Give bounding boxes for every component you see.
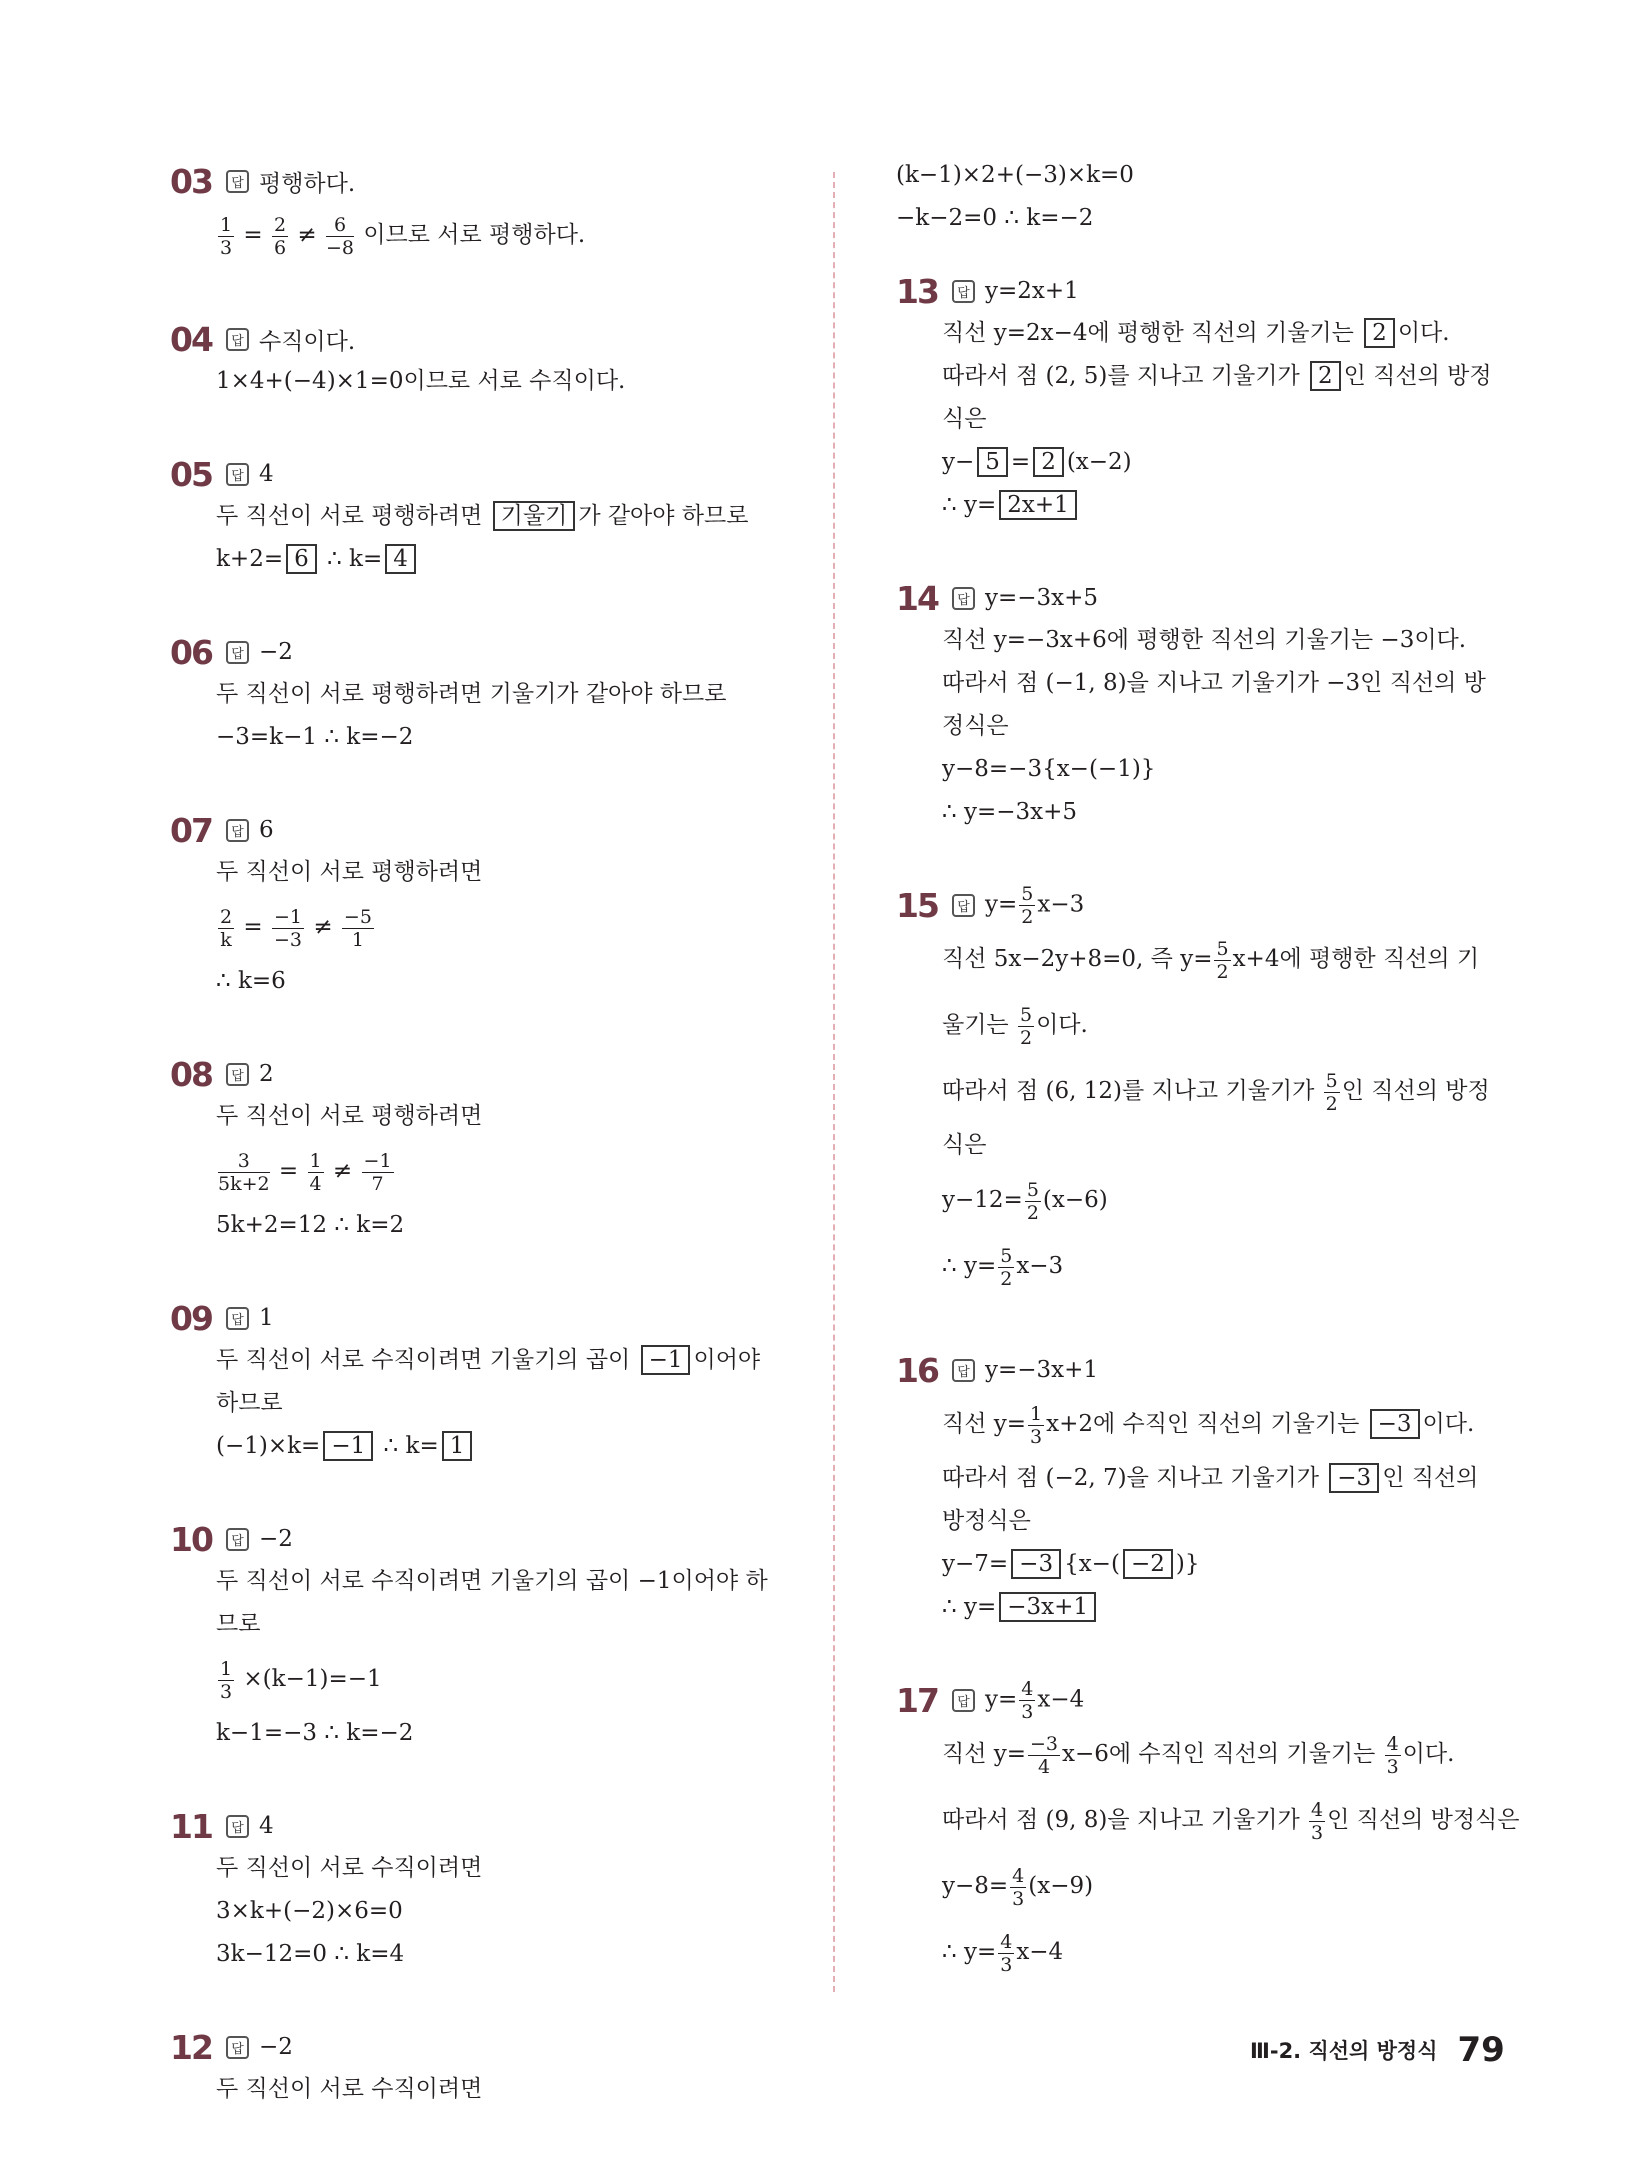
solution-line: 두 직선이 서로 수직이려면 기울기의 곱이 −1 이어야 bbox=[216, 1347, 761, 1373]
solution-line: ∴ k=6 bbox=[216, 968, 286, 994]
solution-line: 직선 y= $\frac{-3}{4}$ x−6에 수직인 직선의 기울기는 $\frac{4}{3}$ 이다. bbox=[942, 1732, 1455, 1778]
answer-text: y=2x+1 bbox=[985, 278, 1079, 304]
problem-number: 03 bbox=[170, 161, 212, 201]
problem-14 bbox=[896, 577, 1496, 834]
solution-line: −3=k−1 ∴ k=−2 bbox=[216, 724, 414, 750]
page-number: 79 bbox=[1457, 2030, 1505, 2070]
fraction: $\frac{5}{2}$ bbox=[1021, 882, 1034, 928]
answer-text: 4 bbox=[259, 461, 274, 487]
solution-line: 직선 y=−3x+6에 평행한 직선의 기울기는 −3이다. bbox=[942, 627, 1467, 653]
answer-box: −3 bbox=[1370, 1409, 1420, 1439]
answer-text: 6 bbox=[259, 817, 274, 843]
answer-text: 평행하다. bbox=[259, 170, 356, 197]
solution-line: 직선 y= $\frac{1}{3}$ x+2에 수직인 직선의 기울기는 −3 이다. bbox=[942, 1402, 1475, 1448]
answer-text: 1 bbox=[259, 1305, 274, 1331]
problem-number: 16 bbox=[896, 1350, 938, 1390]
solution-line: $\frac{1}{3}$ ×(k−1)=−1 bbox=[220, 1657, 382, 1703]
right-column bbox=[896, 160, 1520, 2035]
solution-line: (k−1)×2+(−3)×k=0 bbox=[896, 162, 1134, 188]
answer-box: 2 bbox=[1033, 447, 1064, 477]
solution-line: 하므로 bbox=[216, 1390, 283, 1416]
solution-line: 두 직선이 서로 평행하려면 기울기가 같아야 하므로 bbox=[216, 681, 727, 707]
answer-box: −2 bbox=[1123, 1549, 1173, 1579]
problem-05 bbox=[170, 453, 820, 581]
solution-line: 따라서 점 (−2, 7)을 지나고 기울기가 −3 인 직선의 bbox=[942, 1465, 1479, 1491]
answer-text: 4 bbox=[259, 1813, 274, 1839]
solution-line: 3k−12=0 ∴ k=4 bbox=[216, 1941, 405, 1967]
solution-line: 따라서 점 (−1, 8)을 지나고 기울기가 −3인 직선의 방 bbox=[942, 670, 1486, 696]
solution-line: k+2= 6 ∴ k= 4 bbox=[170, 538, 820, 581]
solution-line: (−1)×k= −1 ∴ k= 1 bbox=[170, 1425, 820, 1468]
answer-mark-icon: 답 bbox=[226, 819, 249, 842]
answer-mark-icon: 답 bbox=[952, 587, 975, 610]
answer-text: −2 bbox=[259, 639, 293, 665]
answer-mark-icon: 답 bbox=[226, 1063, 249, 1086]
answer-box: 2 bbox=[1310, 361, 1341, 391]
answer-box: −3x+1 bbox=[999, 1592, 1096, 1622]
fraction: $\frac{2}{6}$ bbox=[274, 213, 287, 259]
solution-line: 직선 y=2x−4에 평행한 직선의 기울기는 2 이다. bbox=[942, 320, 1450, 346]
chapter-label: Ⅲ-2. 직선의 방정식 bbox=[1250, 2039, 1438, 2063]
solution-line: y−12= $\frac{5}{2}$ (x−6) bbox=[942, 1178, 1108, 1224]
solution-line: 식은 bbox=[942, 406, 987, 432]
solution-line: 두 직선이 서로 수직이려면 bbox=[216, 2076, 483, 2102]
fraction: $\frac{1}{3}$ bbox=[1030, 1402, 1043, 1448]
continued-solution bbox=[896, 154, 1496, 240]
problem-13 bbox=[896, 270, 1496, 527]
fraction: $\frac{1}{4}$ bbox=[309, 1149, 322, 1195]
fraction: $\frac{3}{5k+2}$ bbox=[218, 1149, 270, 1195]
solution-line: 두 직선이 서로 평행하려면 bbox=[216, 859, 483, 885]
answer-text: y=−3x+1 bbox=[985, 1357, 1099, 1383]
problem-number: 11 bbox=[170, 1806, 212, 1846]
fraction: $\frac{4}{3}$ bbox=[1386, 1732, 1399, 1778]
answer-box: −3 bbox=[1011, 1549, 1061, 1579]
problem-15 bbox=[896, 884, 1496, 1299]
problem-header bbox=[170, 318, 820, 360]
answer-text: −2 bbox=[259, 1526, 293, 1552]
answer-text: y= $\frac{5}{2}$ x−3 bbox=[985, 882, 1085, 928]
problem-12 bbox=[170, 2026, 820, 2111]
answer-text: y= $\frac{4}{3}$ x−4 bbox=[985, 1677, 1085, 1723]
answer-box: −3 bbox=[1329, 1463, 1379, 1493]
fraction: $\frac{4}{3}$ bbox=[1012, 1864, 1025, 1910]
problem-10 bbox=[170, 1518, 820, 1755]
solution-line: −k−2=0 ∴ k=−2 bbox=[896, 205, 1094, 231]
problem-header bbox=[170, 160, 820, 202]
problem-number: 10 bbox=[170, 1519, 212, 1559]
problem-04 bbox=[170, 318, 820, 403]
answer-text: −2 bbox=[259, 2034, 293, 2060]
solution-line: 정식은 bbox=[942, 713, 1009, 739]
answer-box: −1 bbox=[641, 1345, 691, 1375]
problem-17 bbox=[896, 1677, 1520, 1985]
fraction: $\frac{4}{3}$ bbox=[1311, 1798, 1324, 1844]
answer-mark-icon: 답 bbox=[226, 328, 249, 351]
problem-number: 14 bbox=[896, 578, 938, 618]
fraction: $\frac{-1}{7}$ bbox=[363, 1149, 392, 1195]
fraction: $\frac{5}{2}$ bbox=[1026, 1178, 1039, 1224]
problem-number: 04 bbox=[170, 319, 212, 359]
solution-line: 두 직선이 서로 수직이려면 bbox=[216, 1855, 483, 1881]
left-column bbox=[170, 160, 820, 2161]
fraction: $\frac{5}{2}$ bbox=[1000, 1244, 1013, 1290]
fraction: $\frac{4}{3}$ bbox=[1021, 1677, 1034, 1723]
answer-box: 5 bbox=[977, 447, 1008, 477]
fraction: $\frac{1}{3}$ bbox=[220, 213, 233, 259]
solution-line: $\frac{1}{3}$ = $\frac{2}{6}$ ≠ $\frac{6}{-8}$ 이므로 서로 평행하다. bbox=[220, 213, 586, 259]
problem-number: 15 bbox=[896, 885, 938, 925]
solution-line: $\frac{3}{5k+2}$ = $\frac{1}{4}$ ≠ $\frac{-1}{7}$ bbox=[218, 1149, 392, 1195]
problem-header bbox=[896, 1679, 1496, 1721]
answer-text: y=−3x+5 bbox=[985, 585, 1099, 611]
fraction: $\frac{-3}{4}$ bbox=[1030, 1732, 1059, 1778]
solution-line: ∴ y= $\frac{4}{3}$ x−4 bbox=[942, 1930, 1064, 1976]
problem-header bbox=[170, 631, 820, 673]
problem-11 bbox=[170, 1805, 820, 1976]
answer-mark-icon: 답 bbox=[952, 1359, 975, 1382]
solution-line: 3×k+(−2)×6=0 bbox=[216, 1898, 403, 1924]
solution-line: 따라서 점 (2, 5)를 지나고 기울기가 2 인 직선의 방정 bbox=[942, 363, 1492, 389]
solution-line: 두 직선이 서로 평행하려면 기울기 가 같아야 하므로 bbox=[216, 503, 749, 529]
solution-line: y−7= −3 {x−( −2 )} bbox=[942, 1551, 1200, 1577]
answer-mark-icon: 답 bbox=[226, 463, 249, 486]
answer-mark-icon: 답 bbox=[952, 280, 975, 303]
solution-line: ∴ y=2x+1 bbox=[896, 484, 1496, 527]
fraction: $\frac{6}{-8}$ bbox=[326, 213, 355, 259]
answer-box: 4 bbox=[385, 544, 416, 574]
solution-line: 따라서 점 (9, 8)을 지나고 기울기가 $\frac{4}{3}$ 인 직선의 방정식은 bbox=[942, 1798, 1520, 1844]
problem-header bbox=[170, 2026, 820, 2068]
problem-header bbox=[170, 809, 820, 851]
solution-line: 직선 5x−2y+8=0, 즉 y= $\frac{5}{2}$ x+4에 평행한 직선의 기 bbox=[942, 937, 1480, 983]
answer-text: 2 bbox=[259, 1061, 274, 1087]
fraction: $\frac{4}{3}$ bbox=[1000, 1930, 1013, 1976]
problem-06 bbox=[170, 631, 820, 759]
problem-09 bbox=[170, 1297, 820, 1468]
answer-mark-icon: 답 bbox=[226, 1528, 249, 1551]
problem-header bbox=[896, 270, 1496, 312]
fraction: $\frac{1}{3}$ bbox=[220, 1657, 233, 1703]
solution-line: ∴ y=−3x+1 bbox=[896, 1586, 1496, 1629]
problem-header bbox=[896, 884, 1496, 926]
problem-number: 09 bbox=[170, 1298, 212, 1338]
fraction: $\frac{-1}{-3}$ bbox=[274, 905, 303, 951]
problem-number: 05 bbox=[170, 454, 212, 494]
column-divider bbox=[833, 172, 835, 1992]
problem-number: 12 bbox=[170, 2027, 212, 2067]
answer-box: 1 bbox=[442, 1431, 473, 1461]
answer-box: 2x+1 bbox=[999, 490, 1077, 520]
problem-header bbox=[170, 1297, 820, 1339]
answer-mark-icon: 답 bbox=[226, 170, 249, 193]
problem-03 bbox=[170, 160, 820, 268]
fraction: $\frac{2}{k}$ bbox=[220, 905, 233, 951]
solution-line: y− 5 = 2 (x−2) bbox=[942, 449, 1132, 475]
answer-mark-icon: 답 bbox=[952, 1689, 975, 1712]
solution-line: k−1=−3 ∴ k=−2 bbox=[216, 1720, 414, 1746]
solution-line: ∴ y=−3x+5 bbox=[942, 799, 1077, 825]
solution-line: $\frac{2}{k}$ = $\frac{-1}{-3}$ ≠ $\frac{-5}{1}$ bbox=[220, 905, 372, 951]
problem-number: 06 bbox=[170, 632, 212, 672]
problem-number: 13 bbox=[896, 271, 938, 311]
page-footer bbox=[1250, 2030, 1505, 2070]
problem-header bbox=[170, 1518, 820, 1560]
fraction: $\frac{5}{2}$ bbox=[1019, 1003, 1033, 1049]
problem-number: 07 bbox=[170, 810, 212, 850]
answer-mark-icon: 답 bbox=[952, 894, 975, 917]
problem-header bbox=[896, 577, 1496, 619]
solution-line: y−8= $\frac{4}{3}$ (x−9) bbox=[942, 1864, 1094, 1910]
problem-header bbox=[896, 1349, 1496, 1391]
answer-box: −1 bbox=[323, 1431, 373, 1461]
problem-header bbox=[170, 1053, 820, 1095]
solution-line: 1×4+(−4)×1=0이므로 서로 수직이다. bbox=[216, 368, 626, 394]
answer-mark-icon: 답 bbox=[226, 2036, 249, 2059]
problem-08 bbox=[170, 1053, 820, 1247]
problem-header bbox=[170, 1805, 820, 1847]
solution-line: 5k+2=12 ∴ k=2 bbox=[216, 1212, 405, 1238]
solution-line: 식은 bbox=[942, 1132, 987, 1158]
answer-box: 기울기 bbox=[493, 501, 576, 531]
solution-line: 방정식은 bbox=[942, 1508, 1031, 1534]
fraction: $\frac{5}{2}$ bbox=[1216, 937, 1229, 983]
problem-number: 17 bbox=[896, 1680, 938, 1720]
answer-text: 수직이다. bbox=[259, 328, 356, 355]
answer-mark-icon: 답 bbox=[226, 1307, 249, 1330]
problem-header bbox=[170, 453, 820, 495]
fraction: $\frac{-5}{1}$ bbox=[343, 905, 372, 951]
solution-line: y−8=−3{x−(−1)} bbox=[942, 756, 1156, 782]
answer-box: 2 bbox=[1364, 318, 1395, 348]
answer-mark-icon: 답 bbox=[226, 641, 249, 664]
solution-line: ∴ y= $\frac{5}{2}$ x−3 bbox=[942, 1244, 1064, 1290]
solution-line: 따라서 점 (6, 12)를 지나고 기울기가 $\frac{5}{2}$ 인 직선의 방정 bbox=[942, 1069, 1490, 1115]
answer-box: 6 bbox=[286, 544, 317, 574]
answer-mark-icon: 답 bbox=[226, 1815, 249, 1838]
solution-line: 두 직선이 서로 수직이려면 기울기의 곱이 −1이어야 하 bbox=[216, 1568, 768, 1594]
solution-line: 울기는 $\frac{5}{2}$ 이다. bbox=[942, 1003, 1088, 1049]
solution-line: 므로 bbox=[216, 1611, 261, 1637]
problem-number: 08 bbox=[170, 1054, 212, 1094]
problem-16 bbox=[896, 1349, 1496, 1629]
fraction: $\frac{5}{2}$ bbox=[1325, 1069, 1338, 1115]
problem-07 bbox=[170, 809, 820, 1003]
solution-line: 두 직선이 서로 평행하려면 bbox=[216, 1103, 483, 1129]
